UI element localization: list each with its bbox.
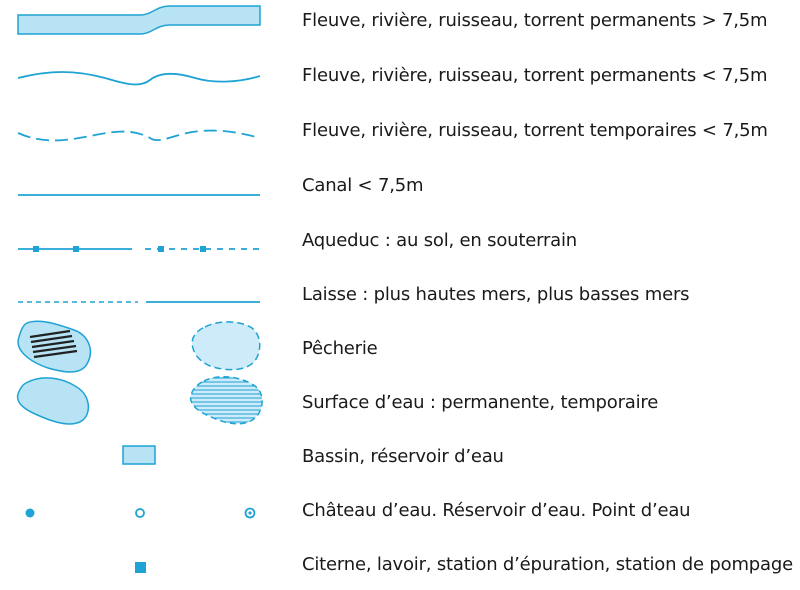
label-tide-line: Laisse : plus hautes mers, plus basses mers <box>302 284 690 305</box>
label-river-wide-permanent: Fleuve, rivière, ruisseau, torrent permanents > 7,5m <box>302 10 768 31</box>
symbol-river-temporary <box>18 131 260 141</box>
label-basin: Bassin, réservoir d’eau <box>302 446 504 467</box>
symbol-fishery <box>18 321 260 372</box>
symbol-cistern <box>135 562 146 573</box>
symbol-water-tower <box>26 509 255 518</box>
symbol-river-wide-permanent <box>18 6 260 34</box>
label-river-narrow-permanent: Fleuve, rivière, ruisseau, torrent permanents < 7,5m <box>302 65 768 86</box>
label-cistern: Citerne, lavoir, station d’épuration, station de pompage <box>302 554 793 575</box>
label-fishery: Pêcherie <box>302 338 378 359</box>
symbol-basin <box>123 446 155 464</box>
label-water-surface: Surface d’eau : permanente, temporaire <box>302 392 659 413</box>
symbol-water-surface <box>18 377 263 424</box>
label-water-tower: Château d’eau. Réservoir d’eau. Point d’eau <box>302 500 691 521</box>
label-river-temporary: Fleuve, rivière, ruisseau, torrent temporaires < 7,5m <box>302 120 768 141</box>
symbol-river-narrow-permanent <box>18 72 260 84</box>
symbol-aqueduct <box>18 246 260 252</box>
label-canal: Canal < 7,5m <box>302 175 424 196</box>
label-aqueduct: Aqueduc : au sol, en souterrain <box>302 230 577 251</box>
